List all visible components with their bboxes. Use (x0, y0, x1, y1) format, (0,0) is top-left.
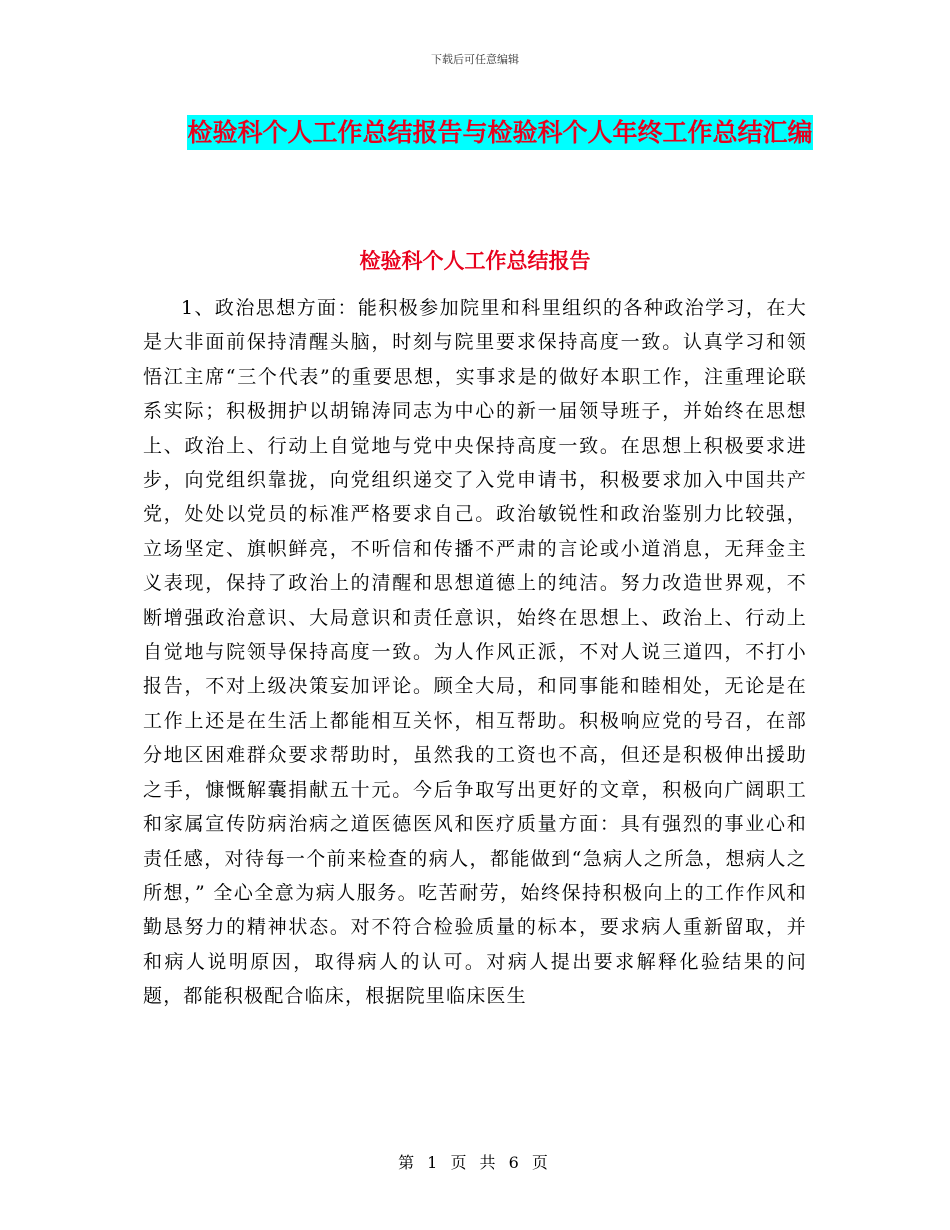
document-title-text: 检验科个人工作总结报告与检验科个人年终工作总结汇编 (187, 115, 812, 150)
document-title (140, 112, 860, 154)
section-title: 检验科个人工作总结报告 (359, 249, 591, 273)
page-footer: 第 1 页 共 6 页 (398, 1153, 552, 1172)
header-note: 下载后可任意编辑 (431, 53, 519, 66)
body-paragraph: 1、政治思想方面：能积极参加院里和科里组织的各种政治学习，在大是大非面前保持清醒头脑，时刻与院里要求保持高度一致。认真学习和领悟江主席“三个代表”的重要思想，实事求是的做好本职工作，注重理论联系实际；积极拥护以胡锦涛同志为中心的新一届领导班子，并始终在思想上、政治上、行动上自觉地与党中央保持高度一致。在思想上积极要求进步，向党组织靠拢，向党组织递交了入党申请书，积极要求加入中国共产党，处处以党员的标准严格要求自己。政治敏锐性和政治鉴别力比较强，立场坚定、旗帜鲜亮，不听信和传播不严肃的言论或小道消息，无拜金主义表现，保持了政治上的清醒和思想道德上的纯洁。努力改造世界观，不断增强政治意识、大局意识和责任意识，始终在思想上、政治上、行动上自觉地与院领导保持高度一致。为人作风正派，不对人说三道四，不打小报告，不对上级决策妄加评论。顾全大局，和同事能和睦相处，无论是在工作上还是在生活上都能相互关怀，相互帮助。积极响应党的号召，在部分地区困难群众要求帮助时，虽然我的工资也不高，但还是积极伸出援助之手，慷慨解囊捐献五十元。今后争取写出更好的文章，积极向广阔职工和家属宣传防病治病之道医德医风和医疗质量方面：具有强烈的事业心和责任感，对待每一个前来检查的病人，都能做到“急病人之所急，想病人之所想，” 全心全意为病人服务。吃苦耐劳，始终保持积极向上的工作作风和勤恳努力的精神状态。对不符合检验质量的标本，要求病人重新留取，并和病人说明原因，取得病人的认可。对病人提出要求解释化验结果的问题，都能积极配合临床，根据院里临床医生 (143, 297, 807, 1008)
